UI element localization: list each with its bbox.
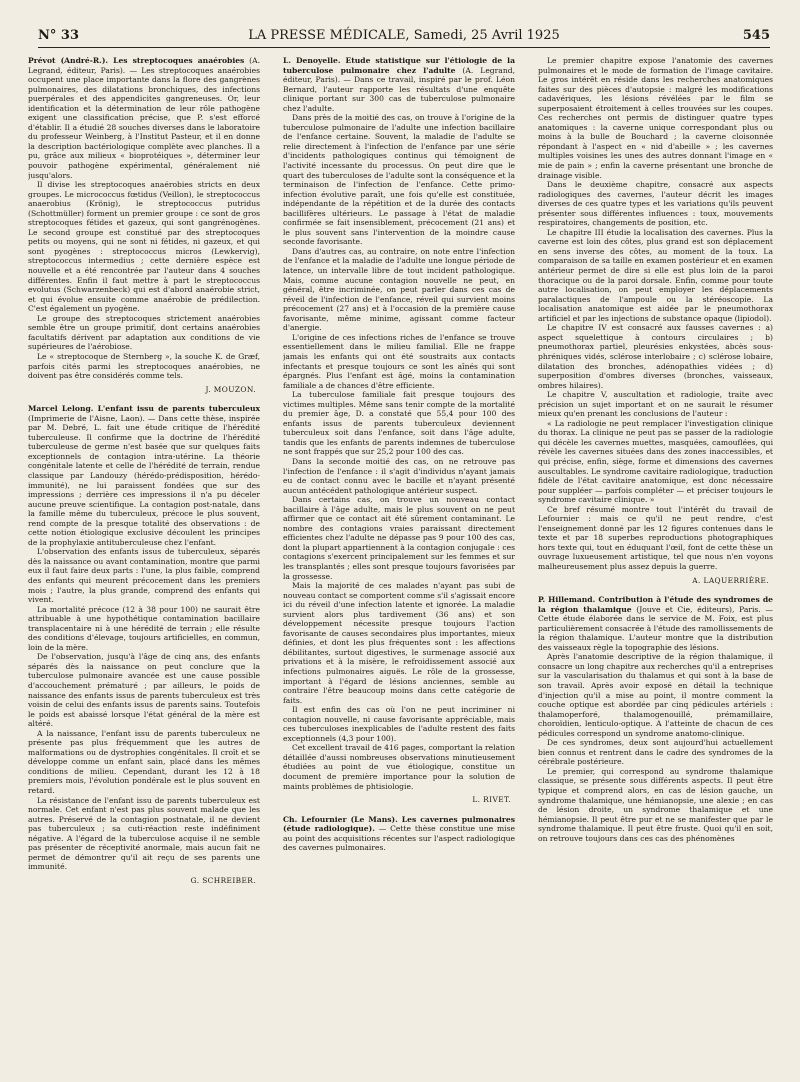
reviewer-signature: A. LAQUERRIÈRE. bbox=[692, 575, 769, 585]
paragraph-text: Cet excellent travail de 416 pages, comportant la relation détaillée d'aussi nombreuses observations minutieusement étudiées au point de vue étiologique, constitue un document de première importance pour la solution de maints problèmes de phtisiologie. bbox=[283, 743, 515, 791]
paragraph-text: De l'observation, jusqu'à l'âge de cinq ans, des enfants séparés dès la naissance on peut conclure que la tuberculose pulmonaire avancée est une cause possible d'accouchement prématuré ; par ailleurs, le poids de naissance des enfants issus de parents tuberculeux est très voisin de celui des enfants issus de parents sains. Toutefois le poids est abaissé lorsque l'état général de la mère est altéré. bbox=[28, 652, 260, 729]
review-paragraph bbox=[283, 705, 515, 743]
paragraph-text: Il divise les streptocoques anaérobies stricts en deux groupes. Le micrococcus fœtidus (Veillon), le streptococcus anaerobius (Krönig), le streptococcus putridus (Schottmüller) forment un premier groupe : ce sont de gros streptocoques fétides et gazeux, qui sont gangrénogènes. Le second groupe est constitué par des streptocoques petits ou moyens, qui ne sont ni fétides, ni gazeux, et qui sont pyogènes : streptococcus micros (Lewkervig), streptococcus intermedius ; cette dernière espèce est nouvelle et a été rencontrée par l'auteur dans 4 souches différentes. Enfin il faut mettre à part le streptococcus evolutus (Schwarzenbeck) qui est d'abord anaérobie strict, et qui évolue ensuite comme anaérobie de prédilection. C'est également un pyogène. bbox=[28, 180, 260, 314]
paragraph-text: La résistance de l'enfant issu de parents tuberculeux est normale. Cet enfant n'est pas plus souvent malade que les autres. Préservé de la contagion postnatale, il ne devient pas tuberculeux ; sa cuti-réaction reste indéfiniment négative. A l'égard de la tuberculose acquise il ne semble pas présenter de réceptivité anormale, mais aucun fait ne permet de démontrer qu'il ait reçu de ses parents une immunité. bbox=[28, 795, 260, 872]
review-paragraph bbox=[283, 247, 515, 333]
paragraph-text: La tuberculose familiale fait presque toujours des victimes multiples. Même sans tenir compte de la mortalité du premier âge, D. a constaté que 55,4 pour 100 des enfants issus de parents tuberculeux deviennent tuberculeux soit dans l'enfance, soit dans l'âge adulte, tandis que les enfants de parents indemnes de tuberculose ne sont frappés que sur 25,2 pour 100 des cas. bbox=[283, 390, 515, 457]
review-paragraph bbox=[28, 796, 260, 872]
review-paragraph bbox=[28, 404, 260, 547]
review-paragraph bbox=[538, 180, 773, 228]
paragraph-text: Après l'anatomie descriptive de la région thalamique, il consacre un long chapitre aux recherches qu'il a entreprises sur la vascularisation du thalamus et qui sont à la base de son travail. Après avoir exposé en détail la technique d'injection qu'il a mise au point, il montre comment la couche optique est abordée par cinq pédicules artériels : thalamoperforé, thalamogenouillé, prémamillaire, choroïdien, lenticulo-optique. A l'atteinte de chacun de ces pédicules correspond un syndrome anatomo-clinique. bbox=[538, 652, 773, 738]
paragraph-text: Dans près de la moitié des cas, on trouve à l'origine de la tuberculose pulmonaire de l'adulte une infection bacillaire de l'enfance certaine. Souvent, la maladie de l'adulte se relie directement à l'infection de l'enfance par une série d'incidents pathologiques continus qui témoignent de l'activité incessante du processus. On peut dire que le quart des tuberculoses de l'adulte sont la conséquence et la terminaison de l'infection de l'enfance. Cette primo-infection évolutive paraît, une fois qu'elle est constituée, indépendante de la répétition et de la durée des contacts bacillifères ultérieurs. Le passage à l'état de maladie confirmée se fait insensiblement, précocement (21 ans) et le plus souvent sans l'intervention de la moindre cause seconde favorisante. bbox=[283, 113, 515, 247]
review-entry bbox=[28, 56, 260, 394]
paragraph-text: Le premier, qui correspond au syndrome thalamique classique, se présente sous différents aspects. Il peut être typique et comprend alors, en cas de lésion gauche, un syndrome thalamique, une hémianopsie, une alexie ; en cas de lésion droite, un syndrome thalamique et une hémianopsie. Il peut être pur et ne se manifester que par le syndrome thalamique. Il peut être fruste. Quoi qu'il en soit, on retrouve toujours dans ces cas des phénomènes bbox=[538, 766, 773, 843]
review-paragraph bbox=[28, 547, 260, 604]
paragraph-text: De ces syndromes, deux sont aujourd'hui actuellement bien connus et rentrent dans le cadre des syndromes de la cérébrale postérieure. bbox=[538, 738, 773, 767]
paragraph-text: (Jouve et Cie, éditeurs), Paris. — Cette étude élaborée dans le service de M. Foix, est plus particulièrement consacrée à l'étude des ramollissements de la région thalamique. L'auteur montre que la distribution des vaisseaux règle la topographie des lésions. bbox=[538, 604, 773, 652]
spacer bbox=[283, 853, 515, 865]
review-entry bbox=[538, 595, 773, 855]
journal-title: LA PRESSE MÉDICALE, Samedi, 25 Avril 1925 bbox=[248, 28, 560, 43]
review-paragraph bbox=[28, 729, 260, 796]
review-paragraph bbox=[28, 180, 260, 314]
review-paragraph bbox=[538, 56, 773, 180]
review-heading: L. Denoyelle. Etude statistique sur l'étiologie de la tuberculose pulmonaire chez l'adulte bbox=[283, 56, 515, 75]
review-paragraph bbox=[538, 228, 773, 323]
paragraph-text: Dans la seconde moitié des cas, on ne retrouve pas l'infection de l'enfance : il s'agit d'individus n'ayant jamais eu de contact connu avec le bacille et n'ayant présenté aucun antécédent pathologique antérieur suspect. bbox=[283, 456, 515, 495]
page-number: 545 bbox=[742, 28, 770, 43]
reviewer-signature: G. SCHREIBER. bbox=[190, 875, 256, 885]
review-paragraph bbox=[538, 738, 773, 767]
review-paragraph bbox=[28, 314, 260, 352]
review-paragraph bbox=[283, 56, 515, 113]
review-paragraph bbox=[283, 815, 515, 853]
text-column-3 bbox=[538, 56, 773, 1068]
reviewer-signature: L. RIVET. bbox=[472, 795, 511, 805]
review-paragraph bbox=[283, 457, 515, 495]
paragraph-text: (A. Legrand, éditeur, Paris). — Dans ce travail, inspiré par le prof. Léon Bernard, l'auteur rapporte les résultats d'une enquête clinique portant sur 300 cas de tuberculose pulmonaire chez l'adulte. bbox=[283, 65, 515, 113]
review-heading: P. Hillemand. Contribution à l'étude des syndromes de la région thalamique bbox=[538, 595, 773, 614]
review-entry bbox=[283, 815, 515, 865]
paragraph-text: Dans d'autres cas, au contraire, on note entre l'infection de l'enfance et la maladie de l'adulte une longue période de latence, un intervalle libre de tout incident pathologique. Mais, comme aucune contagion nouvelle ne peut, en général, être incriminée, on peut parler dans ces cas de réveil de l'infection de l'enfance, réveil qui survient moins précocement (27 ans) et à l'occasion de la première cause favorisante, même minime, agissant comme facteur d'anergie. bbox=[283, 246, 515, 333]
review-paragraph bbox=[538, 767, 773, 843]
issue-number: N° 33 bbox=[38, 28, 79, 43]
review-paragraph bbox=[538, 323, 773, 390]
paragraph-text: Ce bref résumé montre tout l'intérêt du travail de Lefournier : mais ce qu'il ne peut rendre, c'est l'enseignement donné par les 12 figures contenues dans le texte et par 18 superbes reproductions photographiques hors texte qui, tout en éduquant l'œil, font de cette thèse un ouvrage luxueusement artistique, tel que nous n'en voyons malheureusement plus assez depuis la guerre. bbox=[538, 504, 773, 571]
paragraph-text: Le chapitre III étudie la localisation des cavernes. Plus la caverne est loin des côtes, plus grand est son déplacement en sens inverse des côtes, au moment de la toux. La comparaison de sa taille en examen postérieur et en examen antérieur permet de dire si elle est plus loin de la paroi thoracique ou de la paroi dorsale. Enfin, comme pour toute autre localisation, on peut employer les déplacements paralactiques de l'ampoule ou la stéréoscopie. La localisation anatomique est aidée par le pneumothorax artificiel et par les injections de substance opaque (lipiodol). bbox=[538, 227, 773, 323]
paragraph-text: (A. Legrand, éditeur, Paris). — Les streptocoques anaérobies occupent une place importante dans la flore des gangrènes pulmonaires, des dilatations bronchiques, des infections puerpérales et des appendicites gangreneuses. Or, leur identification et la détermination de leur rôle pathogène exigent une classification précise, que P. s'est efforcé d'établir. Il a étudié 28 souches diverses dans le laboratoire du professeur Weinberg, à l'Institut Pasteur, et il en donne la description bactériologique complète avec planches. Il a pu, grâce aux milieux « bioprotéiques », déterminer leur pouvoir pathogène expérimental, généralement nié jusqu'alors. bbox=[28, 56, 260, 180]
paragraph-text: (Imprimerie de l'Aisne, Laon). — Dans cette thèse, inspirée par M. Debré, L. fait une étude critique de l'hérédité tuberculeuse. Il confirme que la doctrine de l'hérédité tuberculeuse de germe n'est basée que sur quelques faits exceptionnels de contagion intra-utérine. La théorie congénitale latente et celle de l'hérédité de terrain, rendue classique par Landouzy (hérédo-prédisposition, hérédo-immunité), ne lui paraissent fondées que sur des impressions ; derrière ces impressions il n'a pu déceler aucune preuve scientifique. La contagion post-natale, dans la famille même du tuberculeux, précoce le plus souvent, rend compte de la presque totalité des observations : de cette notion étiologique exclusive découlent les principes de la prophylaxie antituberculeuse chez l'enfant. bbox=[28, 413, 260, 547]
paragraph-text: L'origine de ces infections riches de l'enfance se trouve essentiellement dans le milieu familial. Elle ne frappe jamais les enfants qui ont été soustraits aux contacts infectants et presque toujours ce sont les aînés qui sont épargnés. Plus l'enfant est âgé, moins la contamination familiale a de chances d'être efficiente. bbox=[283, 332, 515, 390]
paragraph-text: Le chapitre V, auscultation et radiologie, traite avec précision un sujet important et on ne saurait le résumer mieux qu'en prenant les conclusions de l'auteur : bbox=[538, 390, 773, 419]
review-paragraph bbox=[283, 743, 515, 791]
paragraph-text: A la naissance, l'enfant issu de parents tuberculeux ne présente pas plus fréquemment que les autres de malformations ou de dystrophies congénitales. Il croît et se développe comme un enfant sain, placé dans les mêmes conditions de milieu. Cependant, durant les 12 à 18 premiers mois, l'évolution pondérale est le plus souvent en retard. bbox=[28, 728, 260, 796]
review-entry bbox=[538, 56, 773, 585]
paragraph-text: Il est enfin des cas où l'on ne peut incriminer ni contagion nouvelle, ni cause favorisante appréciable, mais ces tuberculoses inexplicables de l'adulte restent des faits exceptionnels (4,3 pour 100). bbox=[283, 705, 515, 743]
paragraph-text: « La radiologie ne peut remplacer l'investigation clinique du thorax. La clinique ne peut pas se passer de la radiologie qui décèle les cavernes muettes, masquées, camouflées, qui révèle les cavernes situées dans des zones inaccessibles, et qui précise, enfin, siège, forme et dimensions des cavernes auscultables. Le syndrome cavitaire radiologique, traduction fidèle de l'état cavitaire anatomique, est donc nécessaire pour suppléer — parfois compléter — et préciser toujours le syndrome cavitaire clinique. » bbox=[538, 418, 773, 505]
review-paragraph bbox=[283, 113, 515, 247]
review-paragraph bbox=[538, 505, 773, 572]
paragraph-text: Le chapitre IV est consacré aux fausses cavernes : a) aspect squelettique à contours circulaires ; b) pneumothorax partiel, pleurésies enkystées, abcès sous-phréniques vidés, sclérose interlobaire ; c) sclérose lobaire, dilatation des bronches, adénopathies vidées ; d) superposition d'ombres diverses (bronches, vaisseaux, ombres hilaires). bbox=[538, 323, 773, 390]
paragraph-text: Le premier chapitre expose l'anatomie des cavernes pulmonaires et le mode de formation de l'image cavitaire. Le gros intérêt en réside dans les recherches anatomiques faites sur des pièces d'autopsie : malgré les modifications cadavériques, les lésions révélées par le film se superposaient étroitement à celles trouvées sur les coupes. Ces recherches ont permis de distinguer quatre types anatomiques : la caverne unique correspondant plus ou moins à la bulle de Bouchard ; la caverne cloisonnée répondant à l'aspect en « nid d'abeille » ; les cavernes multiples voisines les unes des autres donnant l'image en « mie de pain » ; enfin la caverne présentant une bronche de drainage visible. bbox=[538, 56, 773, 180]
paragraph-text: Le groupe des streptocoques strictement anaérobies semble être un groupe primitif, dont certains anaérobies facultatifs dérivent par adaptation aux conditions de vie supérieures de l'aérobiose. bbox=[28, 313, 260, 352]
review-heading: Marcel Lelong. L'enfant issu de parents tuberculeux bbox=[28, 404, 260, 414]
paragraph-text: Le « streptocoque de Sternberg », la souche K. de Græf, parfois cités parmi les streptocoques anaérobies, ne doivent pas être considérés comme tels. bbox=[28, 351, 260, 381]
text-column-1 bbox=[28, 56, 260, 1068]
review-paragraph bbox=[283, 495, 515, 581]
review-paragraph bbox=[28, 652, 260, 728]
review-paragraph bbox=[28, 352, 260, 381]
paragraph-text: Mais la majorité de ces malades n'ayant pas subi de nouveau contact se comportent comme s'il s'agissait encore ici du réveil d'une infection latente et ignorée. La maladie survient alors plus tardivement (36 ans) et son développement nécessite presque toujours l'action favorisante de causes secondaires plus importantes, mieux définies, et dont les plus fréquentes sont : les affections débilitantes, surtout digestives, le surmenage associé aux privations et à la misère, le refroidissement associé aux infections pulmonaires aiguës. Le rôle de la grossesse, important à l'égard de lésions anciennes, semble au contraire l'être beaucoup moins dans cette catégorie de faits. bbox=[283, 581, 515, 705]
review-paragraph bbox=[538, 652, 773, 738]
review-entry bbox=[28, 404, 260, 885]
review-paragraph bbox=[283, 581, 515, 705]
review-entry bbox=[283, 56, 515, 805]
running-header bbox=[38, 29, 770, 48]
paragraph-text: La mortalité précoce (12 à 38 pour 100) ne saurait être attribuable à une hypothétique contamination bacillaire transplacentaire ni à une hérédité de terrain ; elle résulte des conditions d'élevage, toujours artificielles, en commun, loin de la mère. bbox=[28, 604, 260, 652]
review-paragraph bbox=[283, 333, 515, 390]
paragraph-text: — Cette thèse constitue une mise au point des acquisitions récentes sur l'aspect radiologique des cavernes pulmonaires. bbox=[283, 824, 515, 853]
review-paragraph bbox=[538, 419, 773, 505]
review-paragraph bbox=[538, 390, 773, 419]
paragraph-text: L'observation des enfants issus de tuberculeux, séparés dès la naissance ou avant contamination, montre que parmi eux il faut faire deux parts : l'une, la plus faible, comprend des enfants qui meurent précocement dans les premiers mois ; l'autre, la plus grande, comprend des enfants qui vivent. bbox=[28, 547, 260, 605]
reviewer-signature: J. MOUZON. bbox=[205, 384, 256, 394]
text-column-2 bbox=[283, 56, 515, 1068]
review-paragraph bbox=[283, 390, 515, 457]
spacer bbox=[538, 843, 773, 855]
review-heading: Prévot (André-R.). Les streptocoques anaérobies bbox=[28, 56, 245, 65]
paragraph-text: Dans le deuxième chapitre, consacré aux aspects radiologiques des cavernes, l'auteur décrit les images diverses de ces quatre types et les variations qu'ils peuvent présenter sous différentes influences : toux, mouvements respiratoires, changements de position, etc. bbox=[538, 180, 773, 228]
review-paragraph bbox=[538, 595, 773, 652]
paragraph-text: Dans certains cas, on trouve un nouveau contact bacillaire à l'âge adulte, mais le plus souvent on ne peut affirmer que ce contact ait été sûrement contaminant. Le nombre des contagions vraies paraissant directement efficientes chez l'adulte ne dépasse pas 9 pour 100 des cas, dont la plupart appartiennent à la contagion conjugale : ces contagions s'exercent principalement sur les femmes et sur les transplantés ; elles sont presque toujours favorisées par la grossesse. bbox=[283, 495, 515, 581]
review-heading: Ch. Lefournier (Le Mans). Les cavernes pulmonaires (étude radiologique). bbox=[283, 814, 515, 834]
review-paragraph bbox=[28, 56, 260, 180]
review-paragraph bbox=[28, 605, 260, 653]
